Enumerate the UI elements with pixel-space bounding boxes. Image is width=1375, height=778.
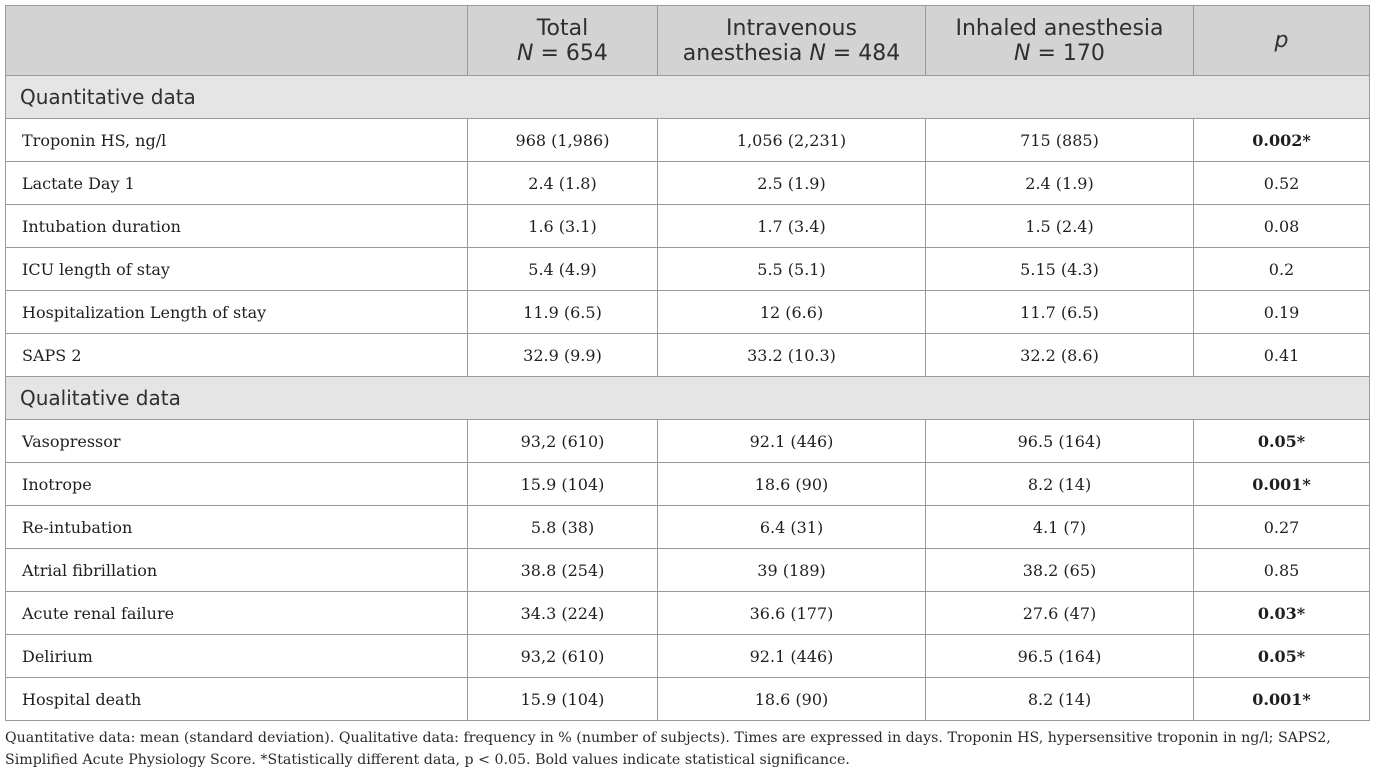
- header-iv-prefix: anesthesia: [682, 40, 810, 66]
- cell-total: 93,2 (610): [468, 420, 658, 463]
- cell-p-value: 0.85: [1194, 549, 1370, 592]
- cell-total: 968 (1,986): [468, 119, 658, 162]
- cell-intravenous: 2.5 (1.9): [658, 162, 926, 205]
- row-label: SAPS 2: [6, 334, 468, 377]
- cell-inhaled: 5.15 (4.3): [926, 248, 1194, 291]
- cell-inhaled: 4.1 (7): [926, 506, 1194, 549]
- cell-total: 15.9 (104): [468, 463, 658, 506]
- row-label: Troponin HS, ng/l: [6, 119, 468, 162]
- table-row: [6, 420, 1370, 463]
- cell-intravenous: 1,056 (2,231): [658, 119, 926, 162]
- header-iv-n: = 484: [825, 40, 901, 66]
- cell-p-value: 0.002*: [1194, 119, 1370, 162]
- cell-inhaled: 715 (885): [926, 119, 1194, 162]
- cell-p-value: 0.08: [1194, 205, 1370, 248]
- section-row: [6, 76, 1370, 119]
- cell-inhaled: 32.2 (8.6): [926, 334, 1194, 377]
- header-inh-n: = 170: [1030, 40, 1105, 66]
- cell-intravenous: 36.6 (177): [658, 592, 926, 635]
- cell-p-value: 0.03*: [1194, 592, 1370, 635]
- row-label: Acute renal failure: [6, 592, 468, 635]
- cell-total: 93,2 (610): [468, 635, 658, 678]
- cell-total: 34.3 (224): [468, 592, 658, 635]
- table-row: [6, 119, 1370, 162]
- section-row: [6, 377, 1370, 420]
- table-row: [6, 506, 1370, 549]
- cell-intravenous: 92.1 (446): [658, 635, 926, 678]
- cell-total: 32.9 (9.9): [468, 334, 658, 377]
- row-label: Hospitalization Length of stay: [6, 291, 468, 334]
- cell-total: 1.6 (3.1): [468, 205, 658, 248]
- table-row: [6, 463, 1370, 506]
- cell-p-value: 0.19: [1194, 291, 1370, 334]
- cell-inhaled: 27.6 (47): [926, 592, 1194, 635]
- table-row: [6, 248, 1370, 291]
- cell-intravenous: 1.7 (3.4): [658, 205, 926, 248]
- header-total-title: Total: [536, 15, 589, 41]
- cell-p-value: 0.001*: [1194, 678, 1370, 721]
- cell-intravenous: 6.4 (31): [658, 506, 926, 549]
- header-iv-title: Intravenous: [726, 15, 857, 41]
- row-label: Re-intubation: [6, 506, 468, 549]
- cell-inhaled: 38.2 (65): [926, 549, 1194, 592]
- cell-total: 38.8 (254): [468, 549, 658, 592]
- row-label: Lactate Day 1: [6, 162, 468, 205]
- section-title: Quantitative data: [6, 76, 1370, 119]
- table-row: [6, 162, 1370, 205]
- cell-inhaled: 96.5 (164): [926, 420, 1194, 463]
- header-row: [6, 6, 1370, 76]
- cell-inhaled: 1.5 (2.4): [926, 205, 1194, 248]
- cell-intravenous: 12 (6.6): [658, 291, 926, 334]
- cell-total: 5.8 (38): [468, 506, 658, 549]
- cell-intravenous: 5.5 (5.1): [658, 248, 926, 291]
- header-intravenous: [658, 6, 926, 76]
- cell-inhaled: 8.2 (14): [926, 463, 1194, 506]
- cell-intravenous: 33.2 (10.3): [658, 334, 926, 377]
- cell-inhaled: 11.7 (6.5): [926, 291, 1194, 334]
- cell-total: 5.4 (4.9): [468, 248, 658, 291]
- header-inhaled: [926, 6, 1194, 76]
- cell-intravenous: 39 (189): [658, 549, 926, 592]
- header-inh-title: Inhaled anesthesia: [955, 15, 1164, 41]
- cell-total: 15.9 (104): [468, 678, 658, 721]
- results-table: [5, 5, 1370, 721]
- cell-p-value: 0.52: [1194, 162, 1370, 205]
- cell-p-value: 0.41: [1194, 334, 1370, 377]
- header-total-n: = 654: [533, 40, 608, 66]
- header-inh-n-var: N: [1014, 40, 1031, 66]
- table-row: [6, 205, 1370, 248]
- row-label: Inotrope: [6, 463, 468, 506]
- table-row: [6, 635, 1370, 678]
- cell-inhaled: 8.2 (14): [926, 678, 1194, 721]
- row-label: Vasopressor: [6, 420, 468, 463]
- table-row: [6, 334, 1370, 377]
- cell-intravenous: 92.1 (446): [658, 420, 926, 463]
- header-total-n-var: N: [517, 40, 534, 66]
- section-title: Qualitative data: [6, 377, 1370, 420]
- cell-p-value: 0.05*: [1194, 420, 1370, 463]
- table-row: [6, 549, 1370, 592]
- table-footnote: Quantitative data: mean (standard deviation). Qualitative data: frequency in % (number of subjects). Times are expressed in days. Troponin HS, hypersensitive troponin in ng/l; SAPS2, Simplified Acute Physiology Score. *Statistically different data, p < 0.05. Bold values indicate statistical significance.: [5, 730, 1331, 768]
- cell-p-value: 0.05*: [1194, 635, 1370, 678]
- cell-intravenous: 18.6 (90): [658, 678, 926, 721]
- header-label: [6, 6, 468, 76]
- table-row: [6, 678, 1370, 721]
- cell-p-value: 0.001*: [1194, 463, 1370, 506]
- cell-p-value: 0.2: [1194, 248, 1370, 291]
- cell-total: 11.9 (6.5): [468, 291, 658, 334]
- cell-total: 2.4 (1.8): [468, 162, 658, 205]
- row-label: Atrial fibrillation: [6, 549, 468, 592]
- table-row: [6, 291, 1370, 334]
- cell-inhaled: 96.5 (164): [926, 635, 1194, 678]
- header-p-value: p: [1194, 6, 1370, 76]
- row-label: Hospital death: [6, 678, 468, 721]
- row-label: ICU length of stay: [6, 248, 468, 291]
- cell-inhaled: 2.4 (1.9): [926, 162, 1194, 205]
- header-iv-n-var: N: [809, 40, 826, 66]
- header-total: [468, 6, 658, 76]
- cell-intravenous: 18.6 (90): [658, 463, 926, 506]
- row-label: Intubation duration: [6, 205, 468, 248]
- table-container: [5, 5, 1369, 771]
- table-row: [6, 592, 1370, 635]
- table-body: [6, 76, 1370, 721]
- row-label: Delirium: [6, 635, 468, 678]
- cell-p-value: 0.27: [1194, 506, 1370, 549]
